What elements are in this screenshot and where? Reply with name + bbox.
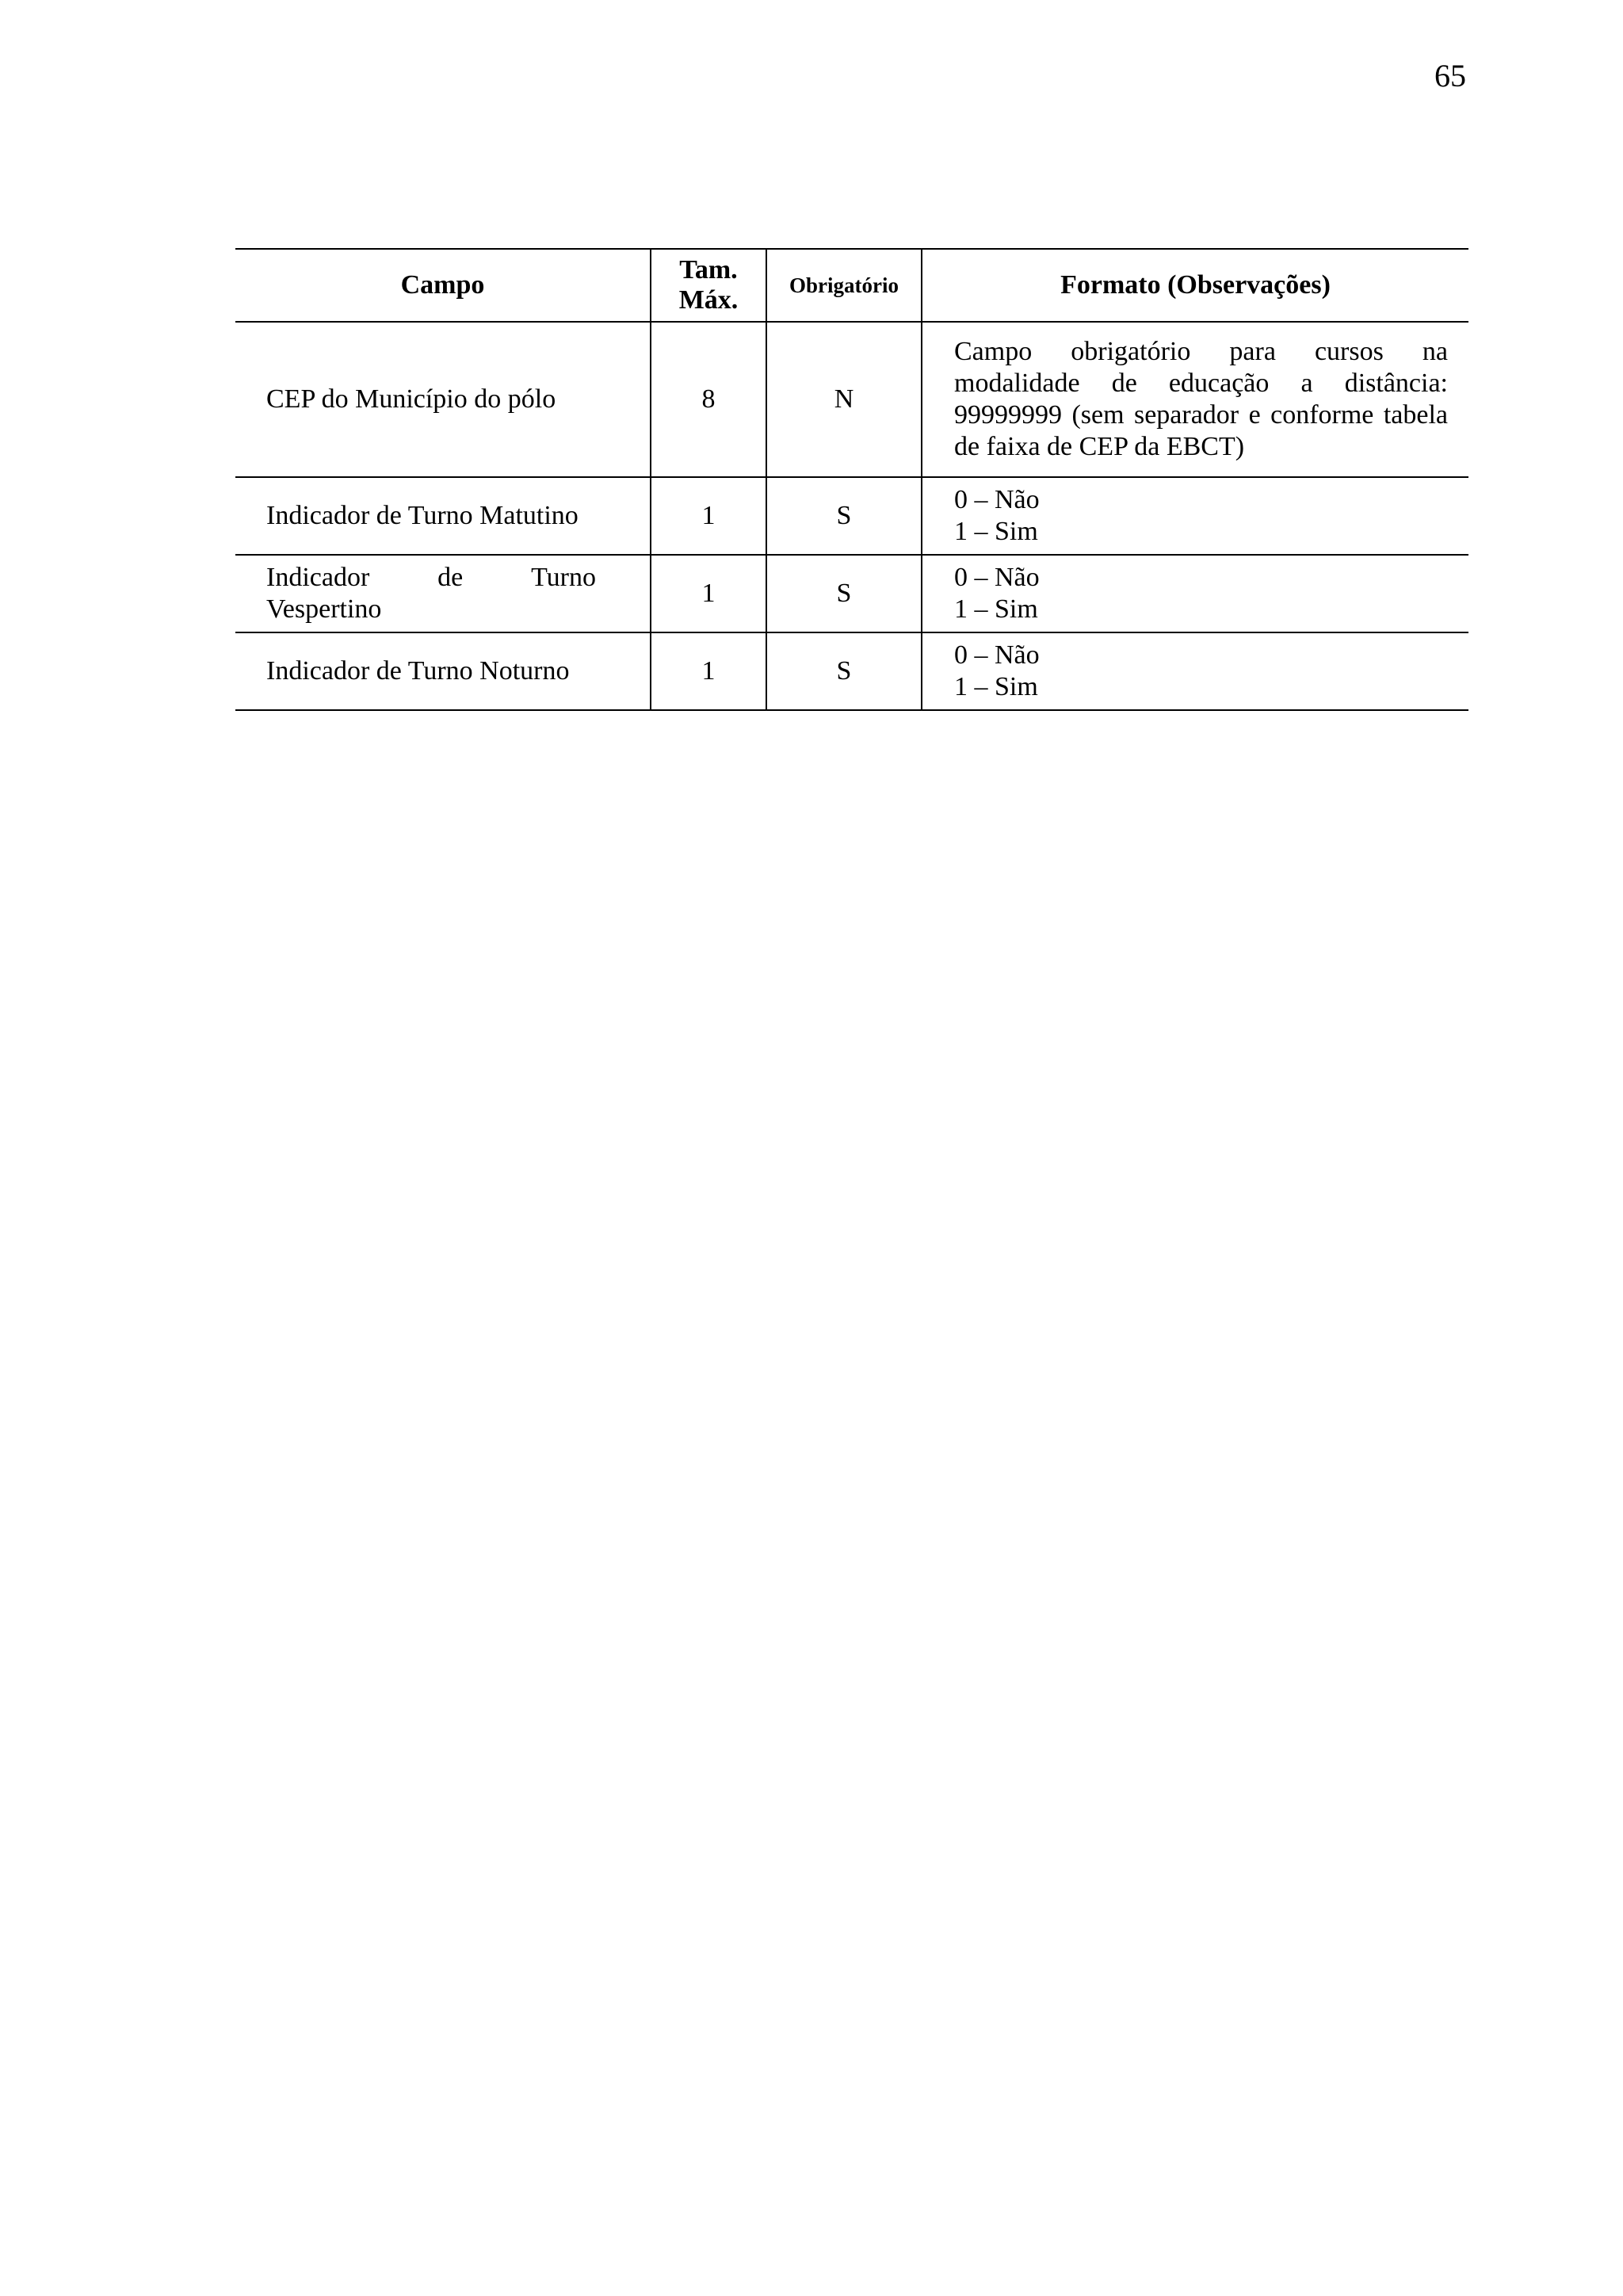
header-row — [235, 249, 1468, 322]
formato-line-sim: 1 – Sim — [954, 594, 1038, 624]
cell-formato — [922, 632, 1468, 710]
field-spec-table — [235, 248, 1468, 711]
cell-tam-max: 8 — [651, 322, 766, 477]
cell-formato: Campo obrigatório para cursos na modalidade de educação a distância: 99999999 (sem separador e conforme tabela de faixa de CEP da EBCT) — [922, 322, 1468, 477]
cell-formato — [922, 477, 1468, 555]
table-row-turno-vespertino — [235, 555, 1468, 632]
campo-word: Turno — [531, 563, 596, 592]
cell-tam-max: 1 — [651, 632, 766, 710]
formato-line-nao: 0 – Não — [954, 640, 1040, 670]
header-tam-line1: Tam. — [679, 255, 738, 285]
table-row-turno-noturno — [235, 632, 1468, 710]
header-formato: Formato (Observações) — [922, 249, 1468, 322]
cell-obrigatorio: S — [766, 477, 922, 555]
formato-line-nao: 0 – Não — [954, 563, 1040, 592]
header-tam-line2: Máx. — [678, 285, 739, 315]
campo-word: Indicador — [266, 563, 370, 592]
campo-line2: Vespertino — [266, 594, 382, 624]
cell-obrigatorio: S — [766, 555, 922, 632]
page-number: 65 — [1434, 58, 1466, 94]
cell-campo: Indicador de Turno Matutino — [235, 477, 651, 555]
cell-tam-max: 1 — [651, 477, 766, 555]
header-tam-max — [651, 249, 766, 322]
cell-obrigatorio: S — [766, 632, 922, 710]
formato-line-sim: 1 – Sim — [954, 672, 1038, 701]
table-row-cep-municipio-polo — [235, 322, 1468, 477]
table-row-turno-matutino — [235, 477, 1468, 555]
campo-word: de — [437, 563, 464, 592]
formato-line-nao: 0 – Não — [954, 485, 1040, 514]
formato-line-sim: 1 – Sim — [954, 517, 1038, 546]
header-obrigatorio: Obrigatório — [766, 249, 922, 322]
campo-line1 — [266, 562, 596, 594]
table-header — [235, 249, 1468, 322]
cell-campo: Indicador de Turno Noturno — [235, 632, 651, 710]
cell-tam-max: 1 — [651, 555, 766, 632]
cell-obrigatorio: N — [766, 322, 922, 477]
cell-campo: CEP do Município do pólo — [235, 322, 651, 477]
cell-campo — [235, 555, 651, 632]
cell-formato — [922, 555, 1468, 632]
header-campo: Campo — [235, 249, 651, 322]
